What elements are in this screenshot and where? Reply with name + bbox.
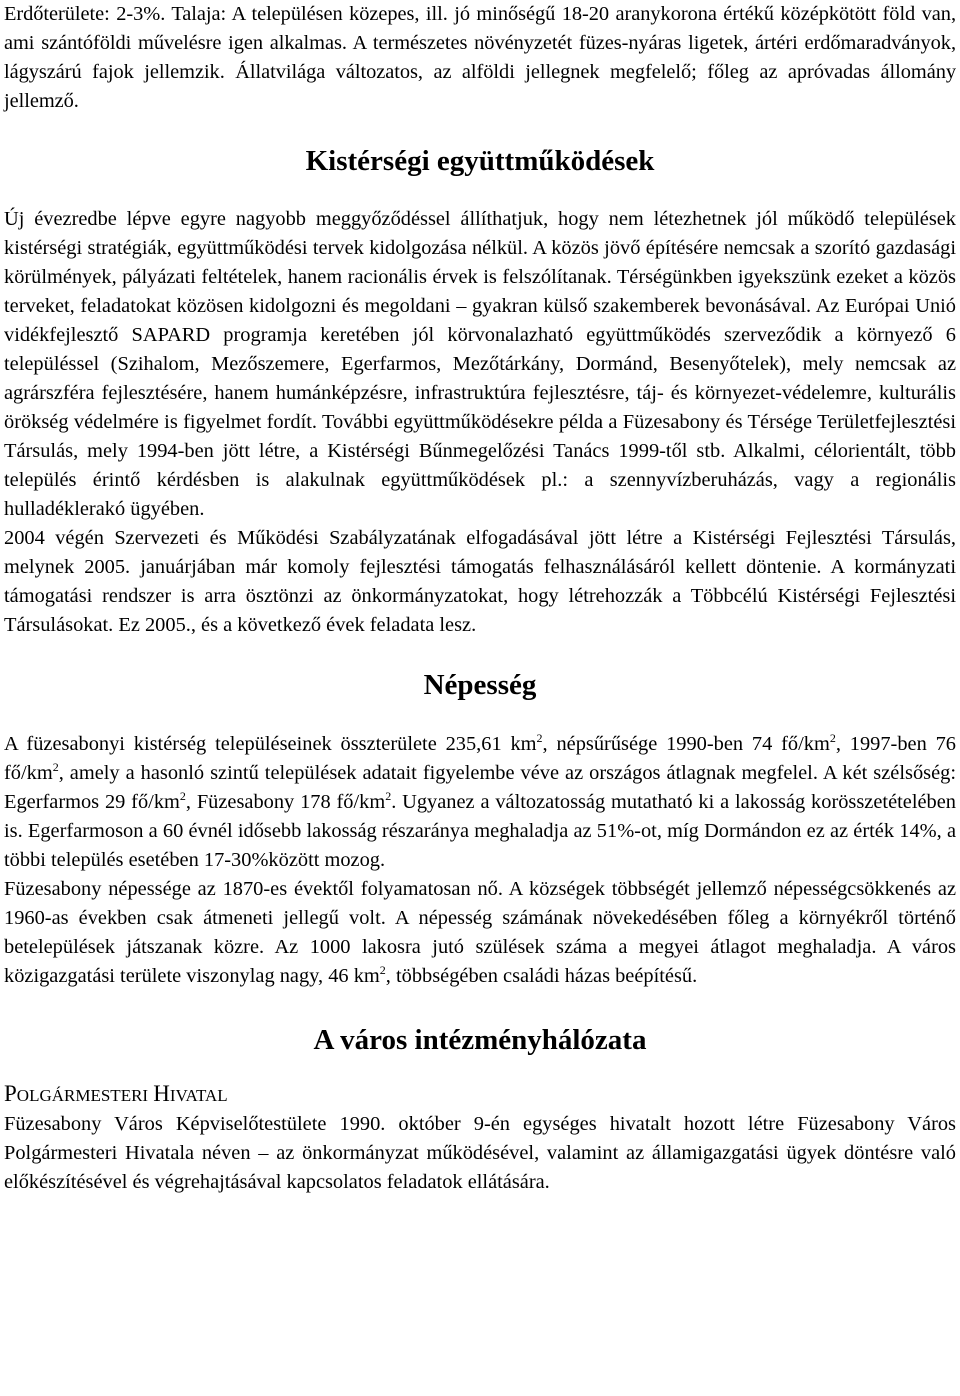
text-run: , 1997-ben 76 fő/km xyxy=(4,733,956,784)
superscript: 2 xyxy=(379,963,386,977)
document-page xyxy=(4,0,956,1197)
subsection-title-polgarmesteri-hivatal xyxy=(4,1079,956,1110)
text-run: , népsűrűsége 1990-ben 74 fő/km xyxy=(542,733,830,755)
intezmeny-paragraph-1: Füzesabony Város Képviselőtestülete 1990. október 9-én egységes hivatalt hozott létre Füzesabony Város Polgármesteri Hivatala néven – az önkormányzat működésével, valamint az államigazgatási ügyek döntésre való előkészítésével és végrehajtásával kapcsolatos feladatok ellátására. xyxy=(4,1113,956,1193)
section-title-nepesseg: Népesség xyxy=(423,669,537,701)
text-run: , Füzesabony 178 fő/km xyxy=(185,791,386,813)
section-title-kisterseg: Kistérségi együttműködések xyxy=(305,145,655,177)
text-run: , többségében családi házas beépítésű. xyxy=(385,965,698,987)
section-title-intezmenyhalozat: A város intézményhálózata xyxy=(313,1024,647,1056)
text-run: IVATAL xyxy=(169,1086,228,1105)
superscript: 2 xyxy=(179,789,186,803)
intro-paragraph: Erdőterülete: 2-3%. Talaja: A településen közepes, ill. jó minőségű 18-20 aranykorona értékű középkötött föld van, ami szántóföldi művelésre igen alkalmas. A természetes növényzetét füzes-nyáras ligetek, ártéri erdőmaradványok, lágyszárú fajok jellemzik. Állatvilága változatos, az alföldi jellegnek megfelelő; főleg az apróvadas állomány jellemző. xyxy=(4,3,956,112)
text-run: , amely a hasonló szintű települések adatait figyelembe véve az országos átlagnak megfelel. A két szélsőség: Egerfarmos 29 fő/km xyxy=(4,762,956,813)
text-run: P xyxy=(4,1081,17,1106)
text-run: A füzesabonyi kistérség településeinek összterülete 235,61 km xyxy=(4,733,537,755)
superscript: 2 xyxy=(536,731,543,745)
kisterseg-paragraph-2: 2004 végén Szervezeti és Működési Szabályzatának elfogadásával jött létre a Kistérségi Fejlesztési Társulás, melynek 2005. januárjában már komoly fejlesztési támogatás felhasználásáról kellett döntenie. A kormányzati támogatási rendszer is arra ösztönzi az önkormányzatokat, hogy létrehozzák a Többcélú Kistérségi Fejlesztési Társulásokat. Ez 2005., és a következő évek feladata lesz. xyxy=(4,527,956,636)
nepesseg-paragraph-1 xyxy=(4,730,956,875)
text-run: OLGÁRMESTERI xyxy=(16,1086,149,1105)
superscript: 2 xyxy=(385,789,392,803)
nepesseg-paragraph-2 xyxy=(4,875,956,991)
text-run: . Ugyanez a változatosság mutatható ki a lakosság korösszetételében is. Egerfarmoson a 60 évnél idősebb lakosság részaránya meghaladja az 51%-ot, míg Dormándon ez az érték 14%, a többi település esetében 17-30%között mozog. xyxy=(4,791,956,871)
text-run: H xyxy=(153,1081,170,1106)
text-run: Füzesabony népessége az 1870-es évektől folyamatosan nő. A községek többségét jellemző népességcsökkenés az 1960-as években csak átmeneti jellegű volt. A népesség számának növekedésében főleg a környékről történő betelepülések játszanak közre. Az 1000 lakosra jutó szülések száma a megyei átlagot meghaladja. A város közigazgatási területe viszonylag nagy, 46 km xyxy=(4,878,956,987)
superscript: 2 xyxy=(52,760,59,774)
kisterseg-paragraph-1: Új évezredbe lépve egyre nagyobb meggyőződéssel állíthatjuk, hogy nem létezhetnek jól működő települések kistérségi stratégiák, együttműködési tervek kidolgozása nélkül. A közös jövő építésére nemcsak a szorító gazdasági körülmények, pályázati feltételek, hanem racionális érvek is felszólítanak. Térségünkben igyekszünk ezeket a közös terveket, feladatokat közösen kidolgozni és megoldani – gyakran külső szakemberek bevonásával. Az Európai Unió vidékfejlesztő SAPARD programja keretében jól körvonalazható együttműködés szerveződik a környező 6 településsel (Szihalom, Mezőszemere, Egerfarmos, Mezőtárkány, Dormánd, Besenyőtelek), mely nemcsak az agrárszféra fejlesztésére, hanem humánképzésre, infrastruktúra fejlesztésre, táj- és környezet-védelemre, kulturális örökség védelmére is figyelmet fordít. További együttműködésekre példa a Füzesabony és Térsége Területfejlesztési Társulás, mely 1994-ben jött létre, a Kistérségi Bűnmegelőzési Tanács 1999-től stb. Alkalmi, célorientált, több település érintő kérdésben is alakulnak együttműködések pl.: a szennyvízberuházás, vagy a regionális hulladéklerakó ügyében. xyxy=(4,208,956,520)
superscript: 2 xyxy=(829,731,836,745)
